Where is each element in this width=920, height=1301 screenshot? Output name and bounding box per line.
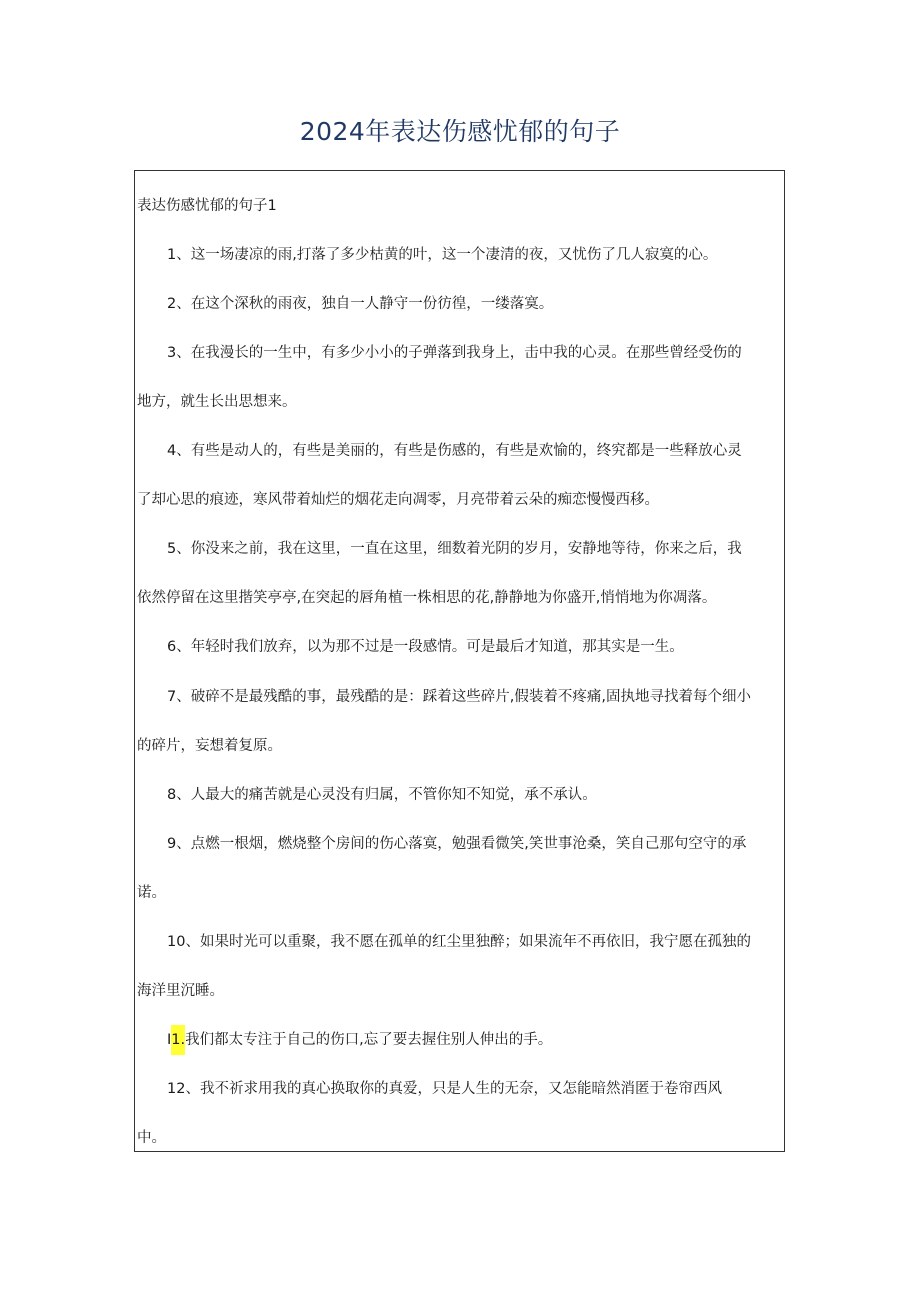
paragraph-5-line-2: 依然停留在这里揩笑亭亭,在突起的唇角植一株相思的花,静静地为你盛开,悄悄地为你凋落。 (137, 590, 717, 606)
paragraph-3-line-2: 地方，就生长出思想来。 (137, 394, 297, 410)
paragraph-11-line-1 (167, 1029, 552, 1051)
paragraph-10-line-2: 海洋里沉睡。 (137, 983, 224, 999)
paragraph-12-line-2: 中。 (137, 1130, 166, 1146)
paragraph-6-line-1: 6、年轻时我们放弃，以为那不过是一段感情。可是最后才知道，那其实是一生。 (167, 639, 684, 655)
paragraph-11-prefix: I (167, 1032, 172, 1048)
paragraph-4-line-2: 了却心思的痕迹，寒风带着灿烂的烟花走向凋零，月亮带着云朵的痴恋慢慢西移。 (137, 492, 659, 508)
paragraph-9-line-2: 诺。 (137, 885, 166, 901)
paragraph-2-line-1: 2、在这个深秋的雨夜，独自一人静守一份彷徨，一缕落寞。 (167, 296, 554, 312)
paragraph-5-line-1: 5、你没来之前，我在这里，一直在这里，细数着光阴的岁月，安静地等待，你来之后，我 (167, 541, 742, 557)
paragraph-10-line-1: 10、如果时光可以重聚，我不愿在孤单的红尘里独醉；如果流年不再依旧，我宁愿在孤独的 (167, 934, 751, 950)
paragraph-3-line-1: 3、在我漫长的一生中，有多少小小的子弹落到我身上，击中我的心灵。在那些曾经受伤的 (167, 345, 742, 361)
document-title: 2024年表达伤感忧郁的句子 (299, 117, 621, 146)
highlighted-number: 1. (171, 1025, 185, 1055)
paragraph-1-line-1: 1、这一场凄凉的雨,打落了多少枯黄的叶，这一个凄清的夜，又忧伤了几人寂寞的心。 (167, 247, 718, 263)
paragraph-7-line-1: 7、破碎不是最残酷的事，最残酷的是：踩着这些碎片,假装着不疼痛,固执地寻找着每个细小 (167, 689, 751, 705)
paragraph-11-text: 我们都太专注于自己的伤口,忘了要去握住别人伸出的手。 (185, 1032, 553, 1048)
paragraph-9-line-1: 9、点燃一根烟，燃烧整个房间的伤心落寞，勉强看微笑,笑世事沧桑，笑自己那句空守的承 (167, 836, 747, 852)
section-heading: 表达伤感忧郁的句子1 (137, 198, 277, 214)
paragraph-7-line-2: 的碎片，妄想着复原。 (137, 738, 282, 754)
content-box (134, 170, 785, 1152)
paragraph-8-line-1: 8、人最大的痛苦就是心灵没有归属，不管你知不知觉，承不承认。 (167, 787, 597, 803)
paragraph-4-line-1: 4、有些是动人的，有些是美丽的，有些是伤感的，有些是欢愉的，终究都是一些释放心灵 (167, 443, 742, 459)
paragraph-12-line-1: 12、我不祈求用我的真心换取你的真爱，只是人生的无奈，又怎能暗然消匿于卷帘西风 (167, 1081, 722, 1097)
